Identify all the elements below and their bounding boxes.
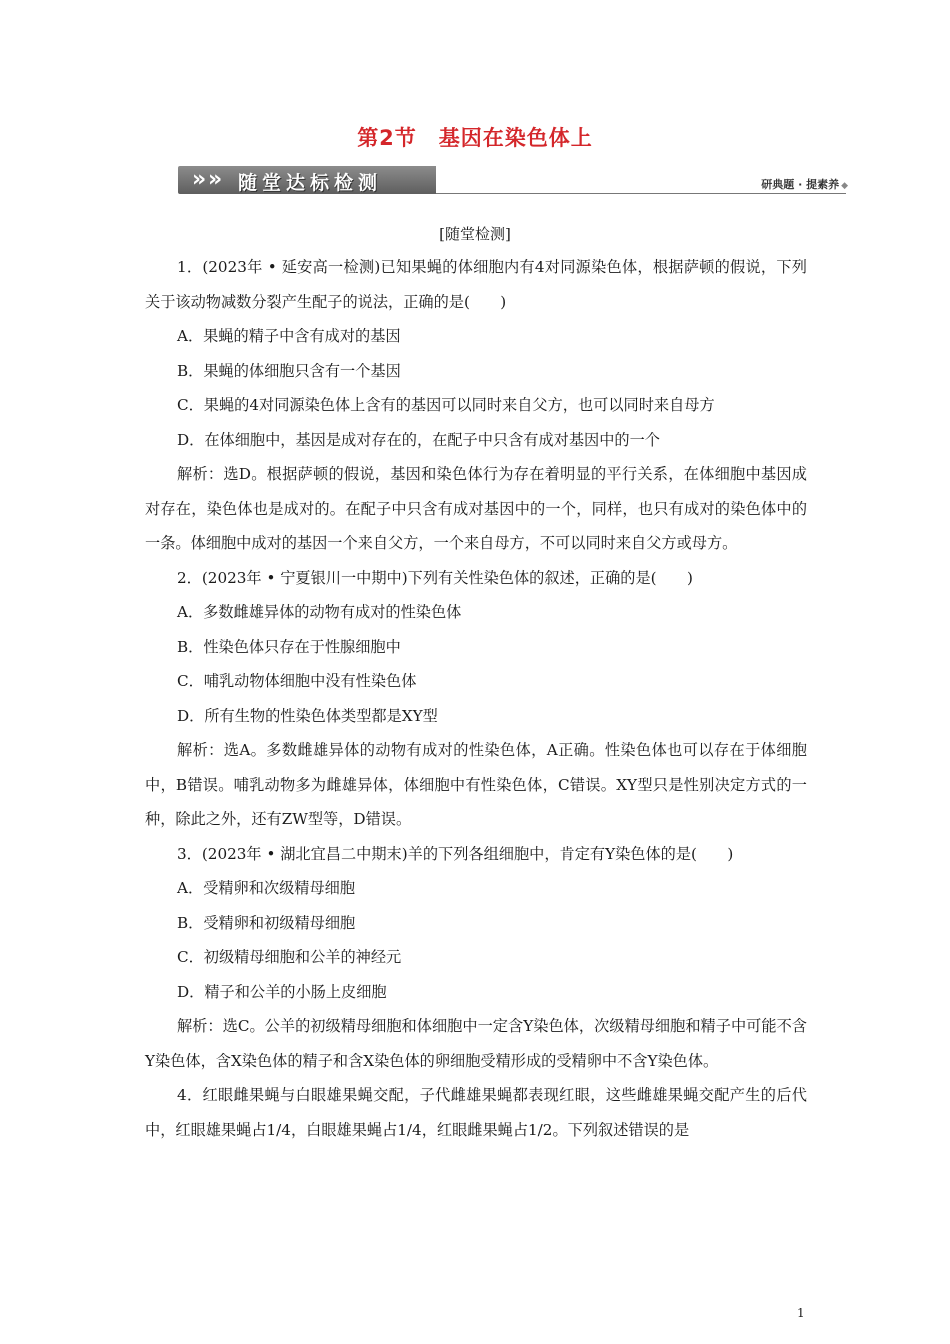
question-stem: 3．(2023年 • 湖北宜昌二中期末)羊的下列各组细胞中，肯定有Y染色体的是( ): [177, 844, 734, 863]
option: C．初级精母细胞和公羊的神经元: [177, 948, 402, 966]
page-number: 1: [797, 1306, 805, 1320]
question-stem: 1．(2023年 • 延安高一检测)已知果蝇的体细胞内有4对同源染色体，根据萨顿的假说，下列关于该动物减数分裂产生配子的说法，正确的是( ): [145, 258, 807, 311]
option: D．在体细胞中，基因是成对存在的，在配子中只含有成对基因中的一个: [177, 430, 660, 449]
page-title: 第2节 基因在染色体上: [357, 126, 593, 150]
option: A．果蝇的精子中含有成对的基因: [177, 327, 401, 345]
banner-right-caption: [761, 176, 848, 192]
option: B．受精卵和初级精母细胞: [177, 913, 356, 932]
section-banner: [178, 166, 848, 196]
question-stem: 2．(2023年 • 宁夏银川一中期中)下列有关性染色体的叙述，正确的是( ): [177, 568, 693, 587]
question-list: [145, 250, 807, 1147]
question-stem: 4．红眼雌果蝇与白眼雄果蝇交配，子代雌雄果蝇都表现红眼，这些雌雄果蝇交配产生的后代中，红眼雄果蝇占1/4，白眼雄果蝇占1/4，红眼雌果蝇占1/2。下列叙述错误的是: [145, 1086, 807, 1139]
analysis: 解析：选C。公羊的初级精母细胞和体细胞中一定含Y染色体，次级精母细胞和精子中可能不含Y染色体，含X染色体的精子和含X染色体的卵细胞受精形成的受精卵中不含Y染色体。: [145, 1017, 807, 1070]
option: C．果蝇的4对同源染色体上含有的基因可以同时来自父方，也可以同时来自母方: [177, 396, 715, 414]
option: D．所有生物的性染色体类型都是XY型: [177, 706, 438, 725]
banner-label: 随堂达标检测: [238, 172, 383, 194]
analysis: 解析：选D。根据萨顿的假说，基因和染色体行为存在着明显的平行关系，在体细胞中基因成对存在，染色体也是成对的。在配子中只含有成对基因中的一个，同样，也只有成对的染色体中的一条。体细胞中成对的基因一个来自父方，一个来自母方，不可以同时来自父方或母方。: [145, 465, 807, 552]
option: B．果蝇的体细胞只含有一个基因: [177, 361, 401, 380]
option: A．受精卵和次级精母细胞: [177, 879, 356, 897]
chevron-double-icon: »: [192, 167, 207, 192]
option: C．哺乳动物体细胞中没有性染色体: [177, 672, 417, 690]
option: D．精子和公羊的小肠上皮细胞: [177, 982, 387, 1001]
chevron-double-icon: »: [208, 167, 223, 192]
option: A．多数雌雄异体的动物有成对的性染色体: [177, 603, 462, 621]
banner-right-text: 研典题 · 提素养: [761, 178, 840, 191]
option: B．性染色体只存在于性腺细胞中: [177, 637, 401, 656]
analysis: 解析：选A。多数雌雄异体的动物有成对的性染色体，A正确。性染色体也可以存在于体细胞中，B错误。哺乳动物多为雌雄异体，体细胞中有性染色体，C错误。XY型只是性别决定方式的一种，除此之外，还有ZW型等，D错误。: [145, 741, 807, 828]
diamond-icon: ◆: [841, 181, 848, 191]
banner-divider: [436, 193, 846, 194]
section-label: [随堂检测]: [439, 225, 511, 243]
